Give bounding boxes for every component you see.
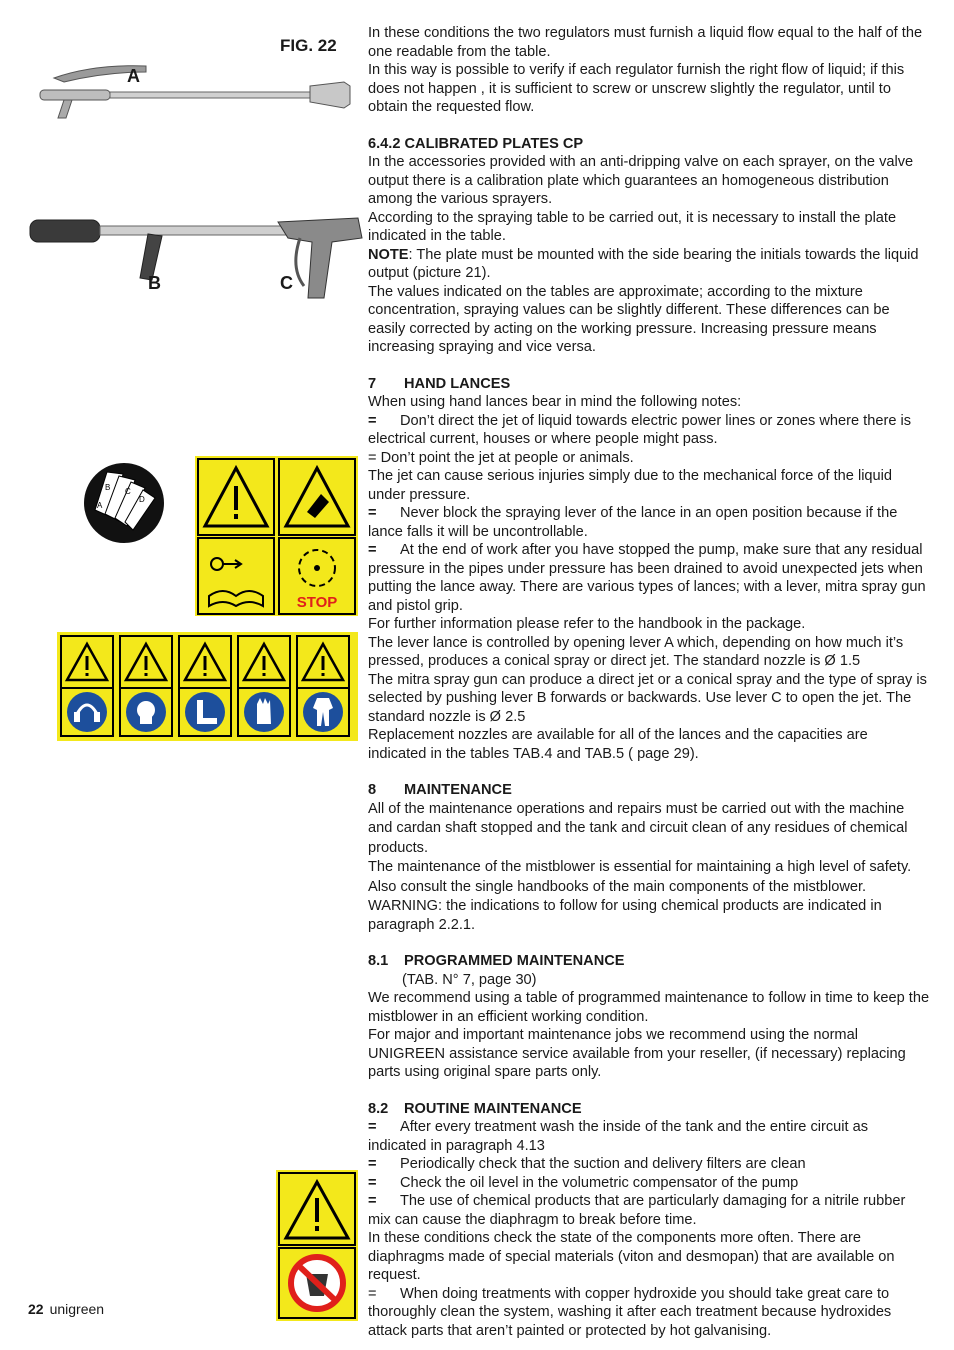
s7-bullet-2: = Don’t point the jet at people or animals. — [368, 449, 634, 466]
calibration-plates-fan-illustration — [83, 460, 165, 546]
s7-jet-paragraph: The jet can cause serious injuries simply due to the mechanical force of the liquid under pressure. — [368, 468, 893, 503]
note-text: : The plate must be mounted with the side bearing the initials towards the liquid output (picture 21). — [368, 246, 919, 281]
page-footer — [28, 1301, 104, 1317]
main-text-column — [368, 24, 930, 1340]
s82-paragraph-1: In these conditions check the state of the components more often. There are diaphragms made of special materials (viton and desmopan) that are available on request. — [368, 1230, 895, 1283]
page-number: 22 — [28, 1301, 44, 1317]
s81-paragraph-2: For major and important maintenance jobs we recommend using the normal UNIGREEN assistance service available from your reseller, (if necessary) replacing parts using original spare parts only. — [368, 1027, 906, 1080]
s642-paragraph-3: The values indicated on the tables are approximate; according to the mixture concentration, spraying values can be slightly different. These differences can be easily corrected by acting on the working pressure. Increasing pressure means increasing spraying and vice versa. — [368, 283, 890, 355]
brand-name: unigreen — [49, 1301, 105, 1317]
heading-8-2-number: 8.2 — [368, 1100, 389, 1117]
fan-letter-a: A — [97, 501, 103, 510]
heading-8-2-title: ROUTINE MAINTENANCE — [404, 1100, 582, 1117]
label-b: B — [148, 273, 161, 293]
s82-bullet-2: = Periodically check that the suction and delivery filters are clean — [368, 1156, 806, 1172]
s7-bullet-1: = Don’t direct the jet of liquid towards electric power lines or zones where there is electrical current, houses or where people might pass. — [368, 412, 912, 447]
s642-note — [368, 246, 930, 283]
s81-paragraph-1: We recommend using a table of programmed maintenance to follow in time to keep the mistblower in an efficient working condition. — [368, 990, 930, 1025]
label-c: C — [280, 273, 293, 293]
heading-7-number: 7 — [368, 375, 377, 392]
fan-letter-d: D — [139, 495, 145, 504]
fan-letter-b: B — [105, 483, 111, 492]
heading-8-number: 8 — [368, 782, 377, 798]
s8-paragraph-2: The maintenance of the mistblower is essential for maintaining a high level of safety. Also consult the single handbooks of the main components of the mistblower. — [368, 859, 912, 895]
s8-paragraph-3: WARNING: the indications to follow for using chemical products are indicated in paragraph 2.2.1. — [368, 898, 882, 933]
s7-info-paragraph: For further information please refer to the handbook in the package. — [368, 616, 806, 632]
fan-letter-c: C — [125, 487, 131, 496]
mitra-spray-gun-illustration — [28, 198, 368, 308]
s7-bullet-4: = At the end of work after you have stopped the pump, make sure that any residual pressure in the pipes under pressure has been drained to avoid unexpected jets when putting the lance away. There are various types of lances; with a lever, mitra spray gun and pistol grip. — [368, 542, 926, 614]
stop-text: STOP — [296, 594, 338, 611]
heading-8-2 — [368, 1100, 930, 1119]
chemical-warning-sticker — [276, 1170, 358, 1321]
s7-lever-paragraph: The lever lance is controlled by opening lever A which, depending on how much it’s pressed, produces a conical spray or direct jet. The standard nozzle is Ø 1.5 — [368, 634, 904, 669]
label-a: A — [127, 66, 140, 86]
intro-paragraph-1: In these conditions the two regulators must furnish a liquid flow equal to the half of the one readable from the table. — [368, 25, 923, 60]
figure-title: FIG. 22 — [280, 36, 337, 55]
heading-8-1-number: 8.1 — [368, 953, 389, 969]
s82-bullet-5: = When doing treatments with copper hydroxide you should take great care to thoroughly clean the system, washing it after each treatment because hydroxides attack parts that aren’t painted or protected by hot galvanising. — [368, 1285, 892, 1339]
warning-sticker-block — [195, 456, 358, 616]
lever-lance-illustration — [34, 56, 354, 126]
intro-paragraph-2: In this way is possible to verify if each regulator furnish the right flow of liquid; if this does not happen , it is sufficient to screw or unscrew slightly the regulator, until to obtain the requested flow. — [368, 62, 905, 115]
s7-mitra-paragraph: The mitra spray gun can produce a direct jet or a conical spray and the type of spray is selected by pushing lever B forwards or backwards. Use lever C to open the jet. The standard nozzle is Ø 2.5 — [368, 671, 927, 725]
note-label: NOTE — [368, 246, 409, 263]
s81-sub: (TAB. N° 7, page 30) — [402, 971, 537, 988]
heading-8-1 — [368, 952, 930, 971]
heading-8-title: MAINTENANCE — [404, 782, 512, 798]
heading-8-1-title: PROGRAMMED MAINTENANCE — [404, 953, 625, 969]
heading-7 — [368, 375, 930, 394]
s7-bullet-3: = Never block the spraying lever of the lance in an open position because if the lance falls it will be uncontrollable. — [368, 505, 898, 540]
heading-6-4-2: 6.4.2 CALIBRATED PLATES CP — [368, 135, 584, 152]
heading-8 — [368, 781, 930, 800]
s7-replacement-paragraph: Replacement nozzles are available for all of the lances and the capacities are indicated in the tables TAB.4 and TAB.5 ( page 29). — [368, 727, 868, 762]
s642-paragraph-2: According to the spraying table to be carried out, it is necessary to install the plate indicated in the table. — [368, 209, 897, 244]
s82-bullet-1: = After every treatment wash the inside of the tank and the entire circuit as indicated in paragraph 4.13 — [368, 1119, 869, 1154]
s7-intro: When using hand lances bear in mind the following notes: — [368, 394, 742, 410]
s82-bullet-3: = Check the oil level in the volumetric compensator of the pump — [368, 1174, 799, 1191]
heading-7-title: HAND LANCES — [404, 375, 511, 392]
s82-bullet-4: = The use of chemical products that are particularly damaging for a nitrile rubber mix can cause the diaphragm to break before time. — [368, 1193, 906, 1228]
s8-paragraph-1: All of the maintenance operations and repairs must be carried out with the machine and cardan shaft stopped and the tank and circuit clean of any residues of chemical products. — [368, 800, 908, 856]
s642-paragraph-1: In the accessories provided with an anti-dripping valve on each sprayer, on the valve output there is a calibration plate which guarantees an homogeneous distribution among the various sprayers. — [368, 154, 914, 207]
ppe-sticker-strip — [57, 632, 358, 741]
